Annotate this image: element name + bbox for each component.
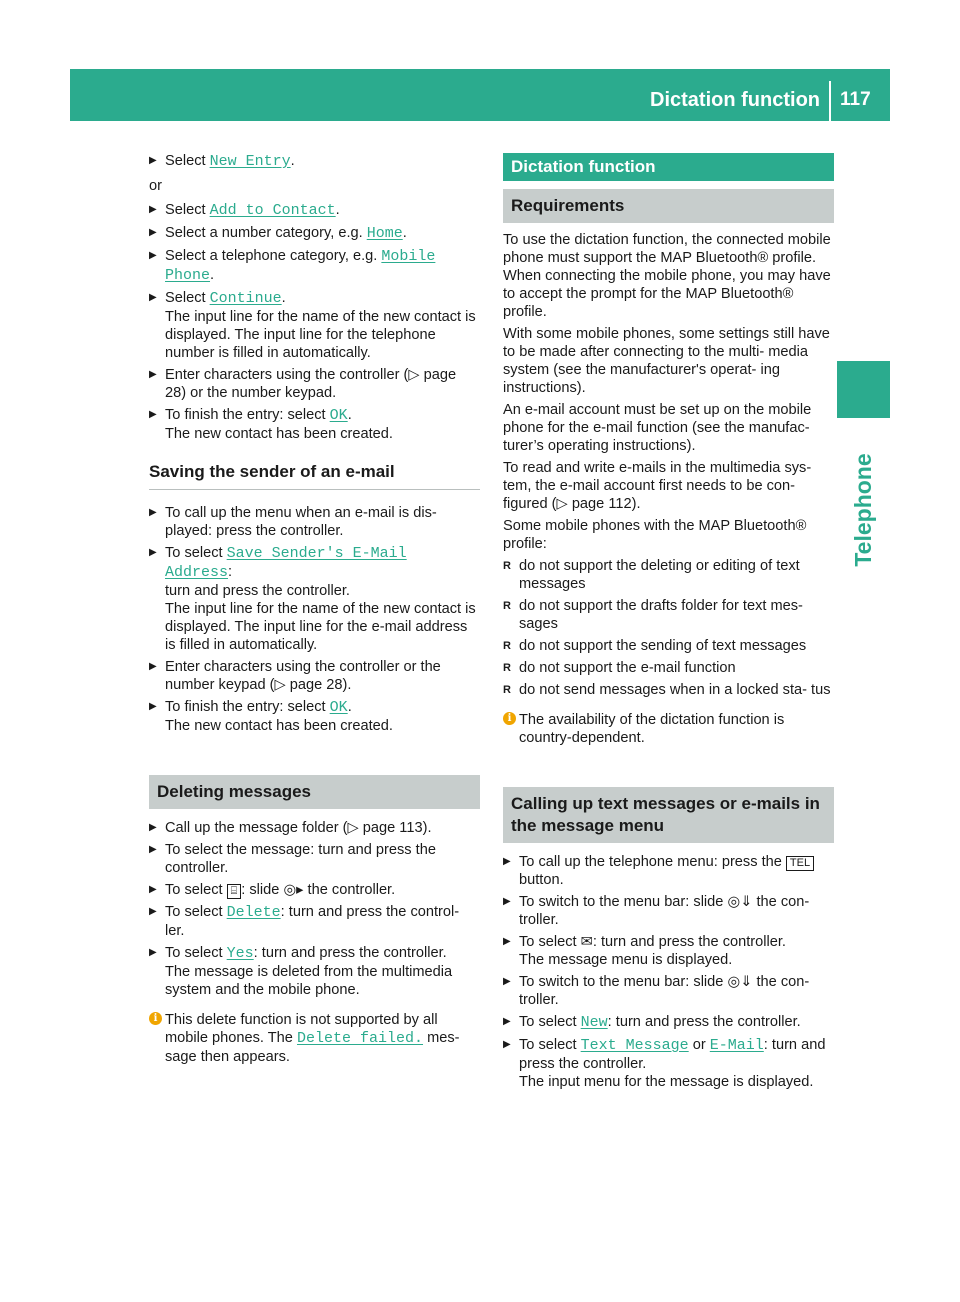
step-select-yes: ▶ To select Yes: turn and press the controller. The message is deleted from the multimedia system and the mobile phone. (149, 944, 480, 999)
step-enter-characters: ▶ Enter characters using the controller (▷ page 28) or the number keypad. (149, 366, 480, 402)
info-note-availability: i The availability of the dictation function is country-dependent. (503, 711, 834, 747)
menu-delete[interactable]: Delete (226, 904, 281, 921)
step-save-sender: ▶ To select Save Sender's E-Mail Address: turn and press the controller. The input line for the name of the new contact is displayed. The input line for the e-mail address is filled in automatically. (149, 544, 480, 654)
message-delete-failed: Delete failed. (296, 1030, 424, 1047)
step-select-options: ▶ To select ⌸ : slide ◎▸ the controller. (149, 881, 480, 899)
step-select-message: ▶ To select the message: turn and press the controller. (149, 841, 480, 877)
heading-deleting-messages: Deleting messages (149, 775, 480, 809)
list-item: R do not support the deleting or editing of text messages (503, 557, 834, 593)
step-select-type: ▶ To select Text Message or E-Mail: turn and press the controller. The input menu for the message is displayed. (503, 1036, 834, 1091)
options-icon: ⌸ (227, 884, 242, 899)
step-call-up-menu: ▶ To call up the menu when an e-mail is dis- played: press the controller. (149, 504, 480, 540)
step-add-to-contact: ▶ Select Add to Contact. (149, 201, 480, 220)
menu-text-message[interactable]: Text Message (580, 1037, 689, 1054)
side-label-text: Telephone (850, 453, 876, 567)
list-item: R do not support the e-mail function (503, 659, 834, 677)
step-message-folder: ▶ Call up the message folder (▷ page 113). (149, 819, 480, 837)
menu-yes[interactable]: Yes (226, 945, 254, 962)
step-telephone-category: ▶ Select a telephone category, e.g. Mobile Phone. (149, 247, 480, 285)
right-column (503, 153, 834, 1091)
step-select-delete: ▶ To select Delete: turn and press the control- ler. (149, 903, 480, 940)
section-heading-dictation: Dictation function (503, 153, 834, 181)
menu-save-sender[interactable]: Save Sender's E-Mail Address (165, 545, 407, 581)
list-item: R do not send messages when in a locked sta- tus (503, 681, 834, 699)
page-number: 117 (840, 89, 871, 110)
step-enter-characters-2: ▶ Enter characters using the controller or the number keypad (▷ page 28). (149, 658, 480, 694)
menu-continue[interactable]: Continue (209, 290, 282, 307)
heading-calling-up-messages: Calling up text messages or e-mails in the message menu (503, 787, 834, 843)
step-select-new-entry: ▶ Select New Entry. (149, 152, 480, 171)
side-label (843, 430, 883, 590)
info-icon: i (503, 712, 516, 725)
left-column (149, 152, 480, 1066)
header-divider (829, 81, 831, 121)
step-switch-menu-bar: ▶ To switch to the menu bar: slide ◎⇓ the con- troller. (503, 893, 834, 929)
info-icon: i (149, 1012, 162, 1025)
tel-button-icon: TEL (786, 856, 814, 871)
envelope-icon: ✉ (580, 934, 593, 950)
step-telephone-menu: ▶ To call up the telephone menu: press the TEL button. (503, 853, 834, 889)
step-finish-entry: ▶ To finish the entry: select OK. The new contact has been created. (149, 406, 480, 443)
para-map-profile: To use the dictation function, the connected mobile phone must support the MAP Bluetooth® profile. When connecting the mobile phone, you may have to accept the prompt for the MAP Bluetooth® profile. (503, 232, 831, 320)
step-select-new: ▶ To select New: turn and press the controller. (503, 1013, 834, 1032)
heading-saving-sender: Saving the sender of an e-mail (149, 463, 480, 490)
list-item: R do not support the drafts folder for text mes- sages (503, 597, 834, 633)
menu-ok-2[interactable]: OK (329, 699, 348, 716)
side-tab (837, 361, 890, 418)
step-number-category: ▶ Select a number category, e.g. Home. (149, 224, 480, 243)
or-text: or (149, 178, 162, 194)
para-settings: With some mobile phones, some settings still have to be made after connecting to the multi- media system (see the manufacturer's operat- ing instructions). (503, 326, 830, 396)
menu-phone[interactable]: Phone (165, 267, 211, 284)
step-continue: ▶ Select Continue. The input line for the name of the new contact is displayed. The input line for the telephone number is filled in automatically. (149, 289, 480, 362)
menu-ok[interactable]: OK (329, 407, 348, 424)
menu-new[interactable]: New (580, 1014, 608, 1031)
menu-mobile[interactable]: Mobile (381, 248, 436, 265)
heading-requirements: Requirements (503, 189, 834, 223)
para-some-phones: Some mobile phones with the MAP Bluetooth® profile: (503, 518, 807, 552)
para-configure: To read and write e-mails in the multimedia sys- tem, the e-mail account first needs to be con- figured (▷ page 112). (503, 460, 812, 512)
menu-home[interactable]: Home (366, 225, 403, 242)
menu-add-to-contact[interactable]: Add to Contact (209, 202, 336, 219)
header-title: Dictation function (650, 89, 820, 111)
step-select-message-icon: ▶ To select ✉: turn and press the controller. The message menu is displayed. (503, 933, 834, 969)
page-header (70, 69, 890, 121)
step-finish-entry-2: ▶ To finish the entry: select OK. The new contact has been created. (149, 698, 480, 735)
menu-email[interactable]: E-Mail (709, 1037, 764, 1054)
info-note-delete: i This delete function is not supported by all mobile phones. The Delete failed. mes- sage then appears. (149, 1011, 480, 1066)
menu-new-entry[interactable]: New Entry (209, 153, 291, 170)
list-item: R do not support the sending of text messages (503, 637, 834, 655)
step-switch-menu-bar-2: ▶ To switch to the menu bar: slide ◎⇓ the con- troller. (503, 973, 834, 1009)
para-email-account: An e-mail account must be set up on the mobile phone for the e-mail function (see the manufac- turer’s operating instructions). (503, 402, 812, 454)
